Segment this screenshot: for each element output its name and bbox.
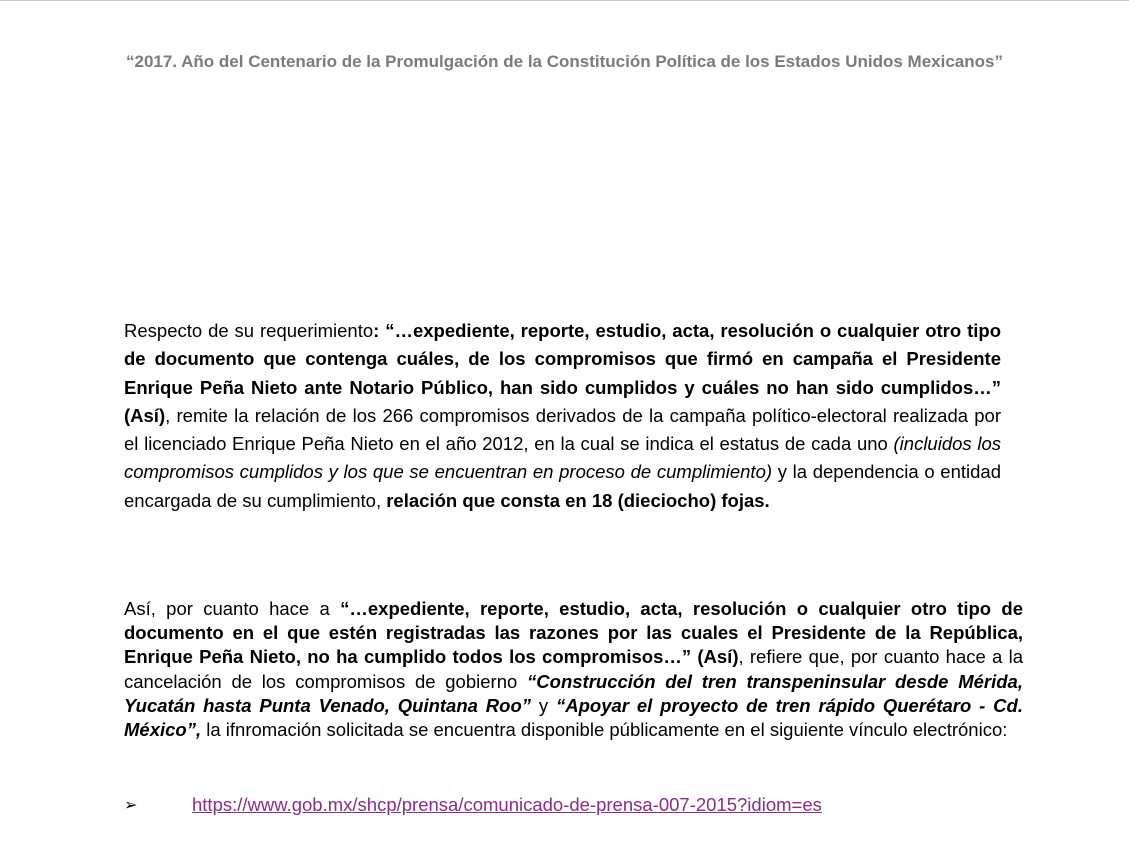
page-top-border <box>0 0 1129 1</box>
p1-italic-note: (incluidos los compromisos cumplidos y los que se encuentran en proceso de cumplimiento) <box>124 433 1002 483</box>
p2-commitment-1: “Construcción del tren transpeninsular desde Mérida, Yucatán hasta Punta Venado, Quintana Roo” <box>124 670 1023 716</box>
p1-quoted-request: : “…expediente, reporte, estudio, acta, resolución o cualquier otro tipo de documento que contenga cuáles, de los compromisos que firmó en campaña el Presidente Enrique Peña Nieto ante Notario Público, han sido cumplidos y cuáles no han sido cumplidos…” (Así) <box>124 320 1001 426</box>
page-header-legend: “2017. Año del Centenario de la Promulgación de la Constitución Política de los Estados Unidos Mexicanos” <box>126 52 1003 71</box>
p2-commitment-2: “Apoyar el proyecto de tren rápido Querétaro - Cd. México”, <box>124 694 1023 741</box>
gob-mx-press-release-link[interactable]: https://www.gob.mx/shcp/prensa/comunicado-de-prensa-007-2015?idiom=es <box>192 794 822 815</box>
p2-body: , refiere que, por cuanto hace a la cancelación de los compromisos de gobierno <box>124 646 1023 692</box>
p1-body-cont: y la dependencia o entidad encargada de su cumplimiento, <box>124 461 1001 511</box>
p2-body-end: la ifnromación solicitada se encuentra disponible públicamente en el siguiente vínculo electrónico: <box>201 719 1008 741</box>
p2-intro: Así, por cuanto hace a <box>124 598 341 619</box>
p1-intro: Respecto de su requerimiento <box>124 320 374 341</box>
p2-quoted-request: “…expediente, reporte, estudio, acta, resolución o cualquier otro tipo de documento en el que estén registradas las razones por las cuales el Presidente de la República, Enrique Peña Nieto, no ha cumplido todos los compromisos…” (Así) <box>124 598 1023 668</box>
p2-conjunction: y <box>531 694 557 716</box>
link-bullet-item <box>124 791 1024 821</box>
arrowhead-bullet-icon: ➢ <box>124 795 138 814</box>
response-paragraph-2 <box>124 597 1023 742</box>
p1-body: , remite la relación de los 266 compromisos derivados de la campaña político-electoral realizada por el licenciado Enrique Peña Nieto en el año 2012, en la cual se indica el estatus de cada uno <box>124 404 1001 455</box>
response-paragraph-1 <box>124 317 1001 515</box>
p1-pages-note: relación que consta en 18 (dieciocho) fojas. <box>386 489 770 511</box>
